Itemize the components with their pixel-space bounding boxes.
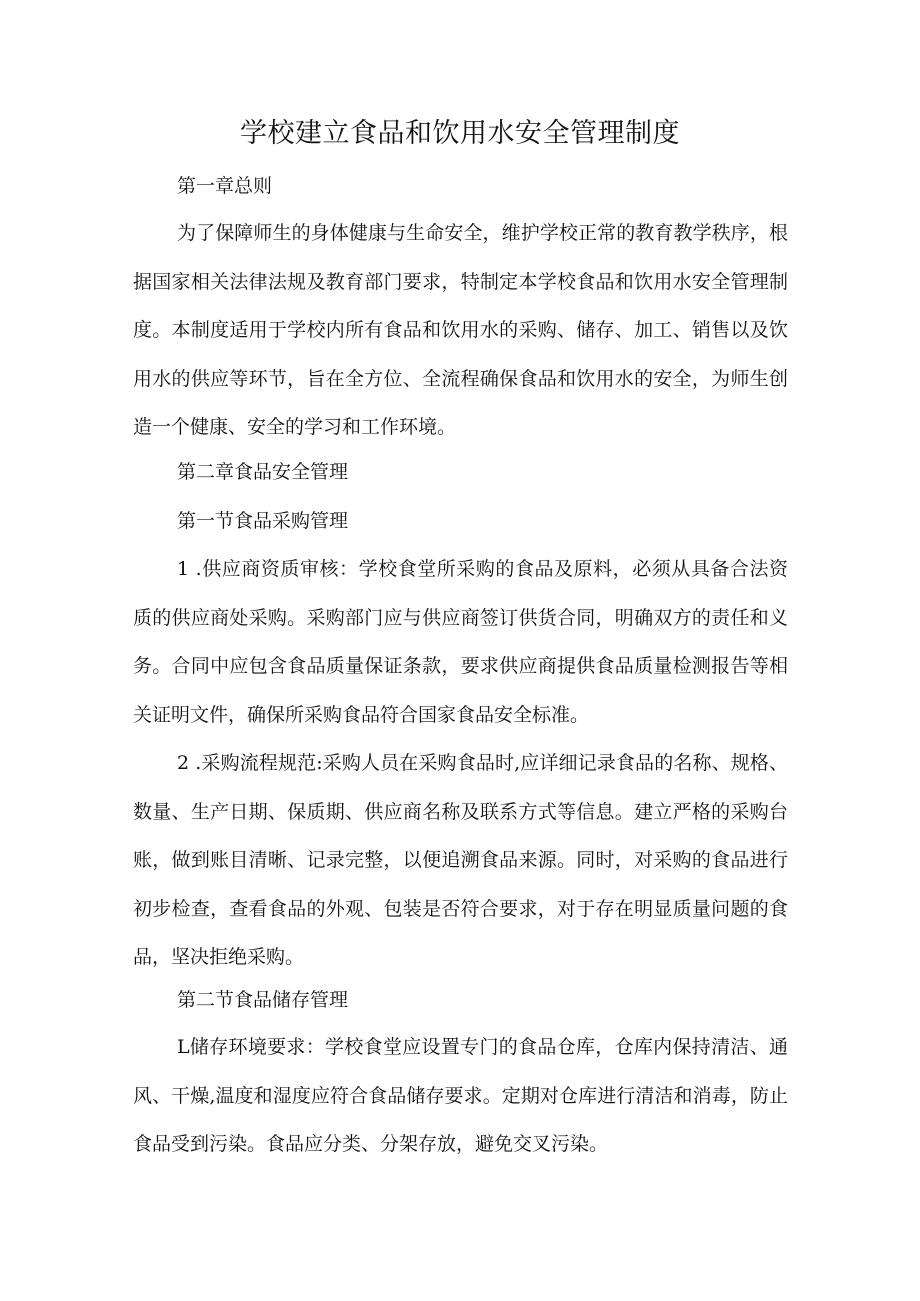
chapter-1-heading: 第一章总则 <box>177 175 273 197</box>
section-2-item-1: L储存环境要求：学校食堂应设置专门的食品仓库，仓库内保持清洁、通风、干燥,温度和湿度应符合食品储存要求。定期对仓库进行清洁和消毒，防止食品受到污染。食品应分类、分架存放，避免交叉污染。 <box>133 1036 788 1156</box>
section-1-item-1: 1 .供应商资质审核：学校食堂所采购的食品及原料，必须从具备合法资质的供应商处采购。采购部门应与供应商签订供货合同，明确双方的责任和义务。合同中应包含食品质量保证条款，要求供应商提供食品质量检测报告等相关证明文件，确保所采购食品符合国家食品安全标准。 <box>133 558 788 726</box>
document-title: 学校建立食品和饮用水安全管理制度 <box>240 118 680 149</box>
section-2-heading: 第二节食品储存管理 <box>177 989 349 1011</box>
section-1-heading: 第一节食品采购管理 <box>177 510 349 532</box>
section-1-item-2: 2 .采购流程规范:采购人员在采购食品时,应详细记录食品的名称、规格、数量、生产日期、保质期、供应商名称及联系方式等信息。建立严格的采购台账，做到账目清晰、记录完整，以便追溯食品来源。同时，对采购的食品进行初步检查，查看食品的外观、包装是否符合要求，对于存在明显质量问题的食品，坚决拒绝采购。 <box>133 752 788 969</box>
chapter-1-paragraph: 为了保障师生的身体健康与生命安全，维护学校正常的教育教学秩序，根据国家相关法律法规及教育部门要求，特制定本学校食品和饮用水安全管理制度。本制度适用于学校内所有食品和饮用水的采购、储存、加工、销售以及饮用水的供应等环节，旨在全方位、全流程确保食品和饮用水的安全，为师生创造一个健康、安全的学习和工作环境。 <box>133 222 788 439</box>
chapter-2-heading: 第二章食品安全管理 <box>177 461 349 483</box>
